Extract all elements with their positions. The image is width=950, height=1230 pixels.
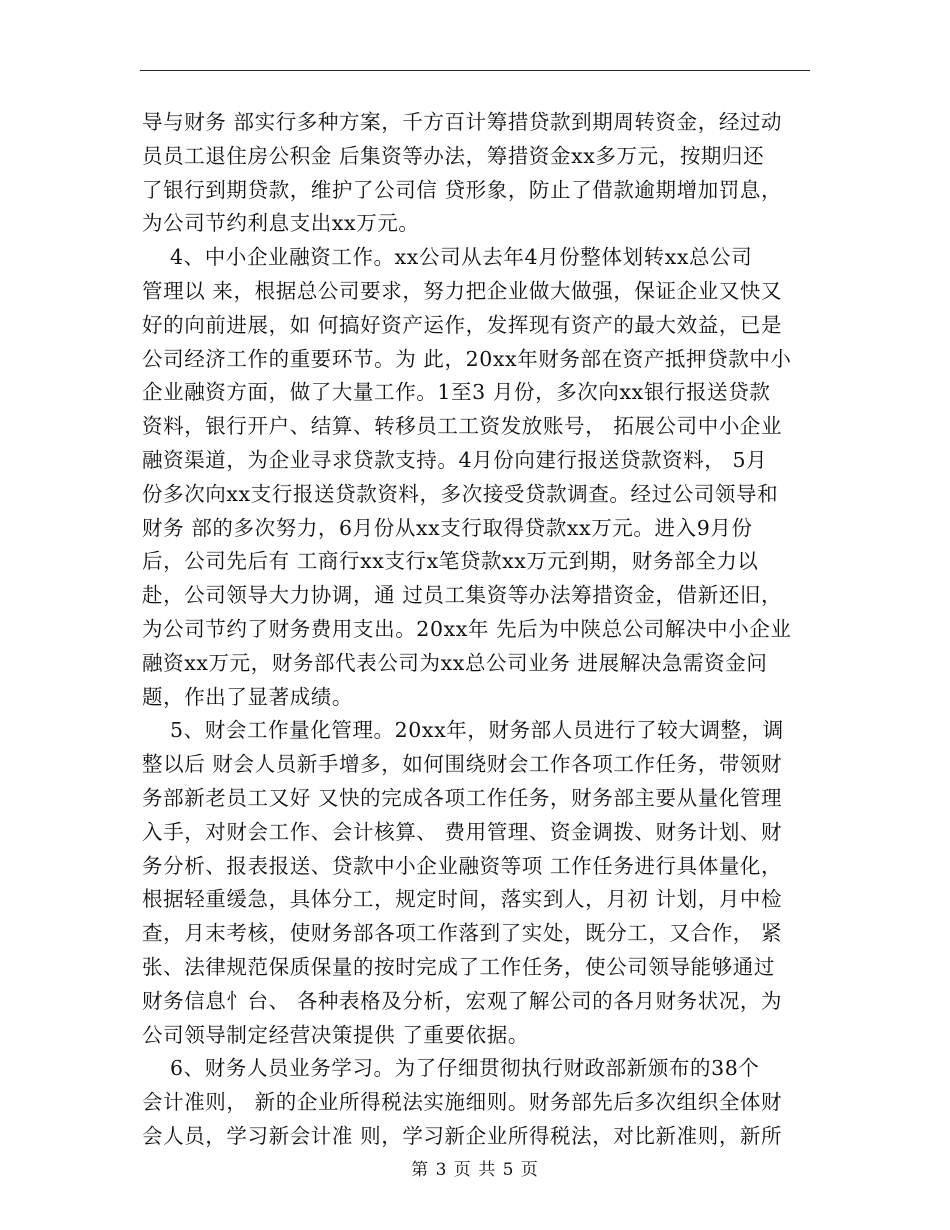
- text-line: 管理以 来，根据总公司要求，努力把企业做大做强，保证企业又快又: [142, 278, 783, 303]
- text-line: 查，月末考核，使财务部各项工作落到了实处，既分工，又合作， 紧: [142, 921, 783, 946]
- text-line: 财务 部的多次努力，6月份从xx支行取得贷款xx万元。进入9月份: [142, 515, 753, 540]
- text-line: 了银行到期贷款，维护了公司信 贷形象，防止了借款逾期增加罚息，: [142, 177, 783, 202]
- text-line: 入手，对财会工作、会计核算、 费用管理、资金调拨、财务计划、财: [142, 819, 783, 844]
- text-line: 为公司节约利息支出xx万元。: [142, 211, 420, 236]
- text-line: 题，作出了显著成绩。: [142, 684, 353, 709]
- text-line: 资料，银行开户、结算、转移员工工资发放账号， 拓展公司中小企业: [142, 414, 783, 439]
- text-line: 6、财务人员业务学习。为了仔细贯彻执行财政部新颁布的38个: [170, 1056, 760, 1081]
- text-line: 融资渠道，为企业寻求贷款支持。4月份向建行报送贷款资料， 5月: [142, 447, 768, 472]
- text-line: 整以后 财会人员新手增多，如何围绕财会工作各项工作任务，带领财: [142, 752, 783, 777]
- text-line: 企业融资方面，做了大量工作。1至3 月份，多次向xx银行报送贷款: [142, 380, 771, 405]
- text-line: 根据轻重缓急，具体分工，规定时间，落实到人，月初 计划，月中检: [142, 887, 783, 912]
- text-line: 员员工退住房公积金 后集资等办法，筹措资金xx多万元，按期归还: [142, 143, 765, 168]
- page-footer: 第 3 页 共 5 页: [411, 1160, 539, 1180]
- text-line: 张、法律规范保质保量的按时完成了工作任务，使公司领导能够通过: [142, 954, 775, 979]
- text-line: 公司经济工作的重要环节。为 此，20xx年财务部在资产抵押贷款中小: [142, 346, 792, 371]
- text-line: 4、中小企业融资工作。xx公司从去年4月份整体划转xx总公司: [170, 245, 753, 270]
- text-line: 财务信息忄台、 各种表格及分析，宏观了解公司的各月财务状况，为: [142, 988, 783, 1013]
- text-line: 务部新老员工又好 又快的完成各项工作任务，财务部主要从量化管理: [142, 785, 783, 810]
- text-line: 好的向前进展，如 何搞好资产运作，发挥现有资产的最大效益，已是: [142, 312, 783, 337]
- text-line: 为公司节约了财务费用支出。20xx年 先后为中陕总公司解决中小企业: [142, 616, 792, 641]
- text-line: 会计准则， 新的企业所得税法实施细则。财务部先后多次组织全体财: [142, 1090, 783, 1115]
- text-line: 公司领导制定经营决策提供 了重要依据。: [142, 1022, 529, 1047]
- text-line: 份多次向xx支行报送贷款资料，多次接受贷款调查。经过公司领导和: [142, 481, 779, 506]
- text-line: 后，公司先后有 工商行xx支行x笔贷款xx万元到期，财务部全力以: [142, 549, 759, 574]
- text-line: 导与财务 部实行多种方案，千方百计筹措贷款到期周转资金，经过动: [142, 110, 783, 134]
- body-text: [142, 106, 810, 1154]
- text-line: 务分析、报表报送、贷款中小企业融资等项 工作任务进行具体量化，: [142, 853, 783, 878]
- text-line: 会人员，学习新会计准 则，学习新企业所得税法，对比新准则，新所: [142, 1123, 783, 1148]
- header-rule: [140, 70, 810, 71]
- text-line: 赴，公司领导大力协调，通 过员工集资等办法筹措资金，借新还旧，: [142, 583, 783, 608]
- text-line: 融资xx万元，财务部代表公司为xx总公司业务 进展解决急需资金问: [142, 650, 768, 675]
- text-line: 5、财会工作量化管理。20xx年，财务部人员进行了较大调整，调: [170, 718, 784, 743]
